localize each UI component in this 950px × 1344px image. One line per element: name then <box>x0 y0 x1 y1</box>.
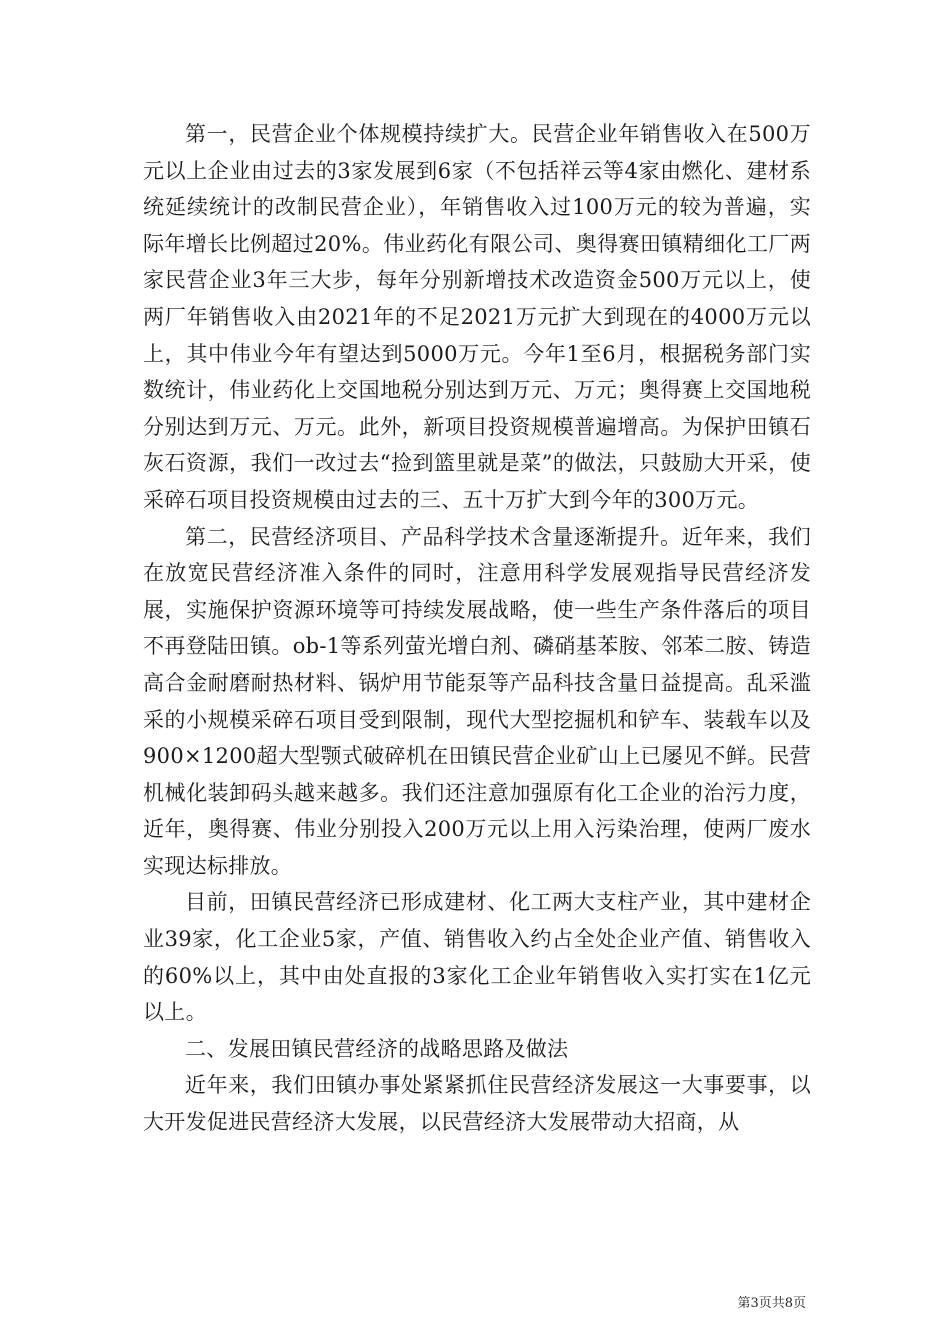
paragraph-scale-expansion: 第一，民营企业个体规模持续扩大。民营企业年销售收入在500万元以上企业由过去的3家发展到6家（不包括祥云等4家由燃化、建材系统延续统计的改制民营企业），年销售收入过100万元的较为普遍，实际年增长比例超过20%。伟业药化有限公司、奥得赛田镇精细化工厂两家民营企业3年三大步，每年分别新增技术改造资金500万元以上，使两厂年销售收入由2021年的不足2021万元扩大到现在的4000万元以上，其中伟业今年有望达到5000万元。今年1至6月，根据税务部门实数统计，伟业药化上交国地税分别达到万元、万元；奥得赛上交国地税分别达到万元、万元。此外，新项目投资规模普遍增高。为保护田镇石灰石资源，我们一改过去“捡到篮里就是菜”的做法，只鼓励大开采，使采碎石项目投资规模由过去的三、五十万扩大到今年的300万元。 <box>143 122 811 512</box>
paragraph-recent-years: 近年来，我们田镇办事处紧紧抓住民营经济发展这一大事要事，以大开发促进民营经济大发展，以民营经济大发展带动大招商，从 <box>143 1073 811 1135</box>
section-heading-strategy: 二、发展田镇民营经济的战略思路及做法 <box>185 1036 569 1061</box>
paragraph-pillar-industries: 目前，田镇民营经济已形成建材、化工两大支柱产业，其中建材企业39家，化工企业5家，产值、销售收入约占全处企业产值、销售收入的60%以上，其中由处直报的3家化工企业年销售收入实打实在1亿元以上。 <box>143 890 811 1025</box>
paragraph-tech-content: 第二，民营经济项目、产品科学技术含量逐渐提升。近年来，我们在放宽民营经济准入条件的同时，注意用科学发展观指导民营经济发展，实施保护资源环境等可持续发展战略，使一些生产条件落后的项目不再登陆田镇。ob-1等系列萤光增白剂、磷硝基苯胺、邻苯二胺、铸造高合金耐磨耐热材料、锅炉用节能泵等产品科技含量日益提高。乱采滥采的小规模采碎石项目受到限制，现代大型挖掘机和铲车、装载车以及900×1200超大型颚式破碎机在田镇民营企业矿山上已屡见不鲜。民营机械化装卸码头越来越多。我们还注意加强原有化工企业的治污力度，近年，奥得赛、伟业分别投入200万元以上用入污染治理，使两厂废水实现达标排放。 <box>143 524 811 878</box>
document-body <box>143 116 811 1141</box>
page-number-footer: 第3页共8页 <box>737 1296 806 1311</box>
